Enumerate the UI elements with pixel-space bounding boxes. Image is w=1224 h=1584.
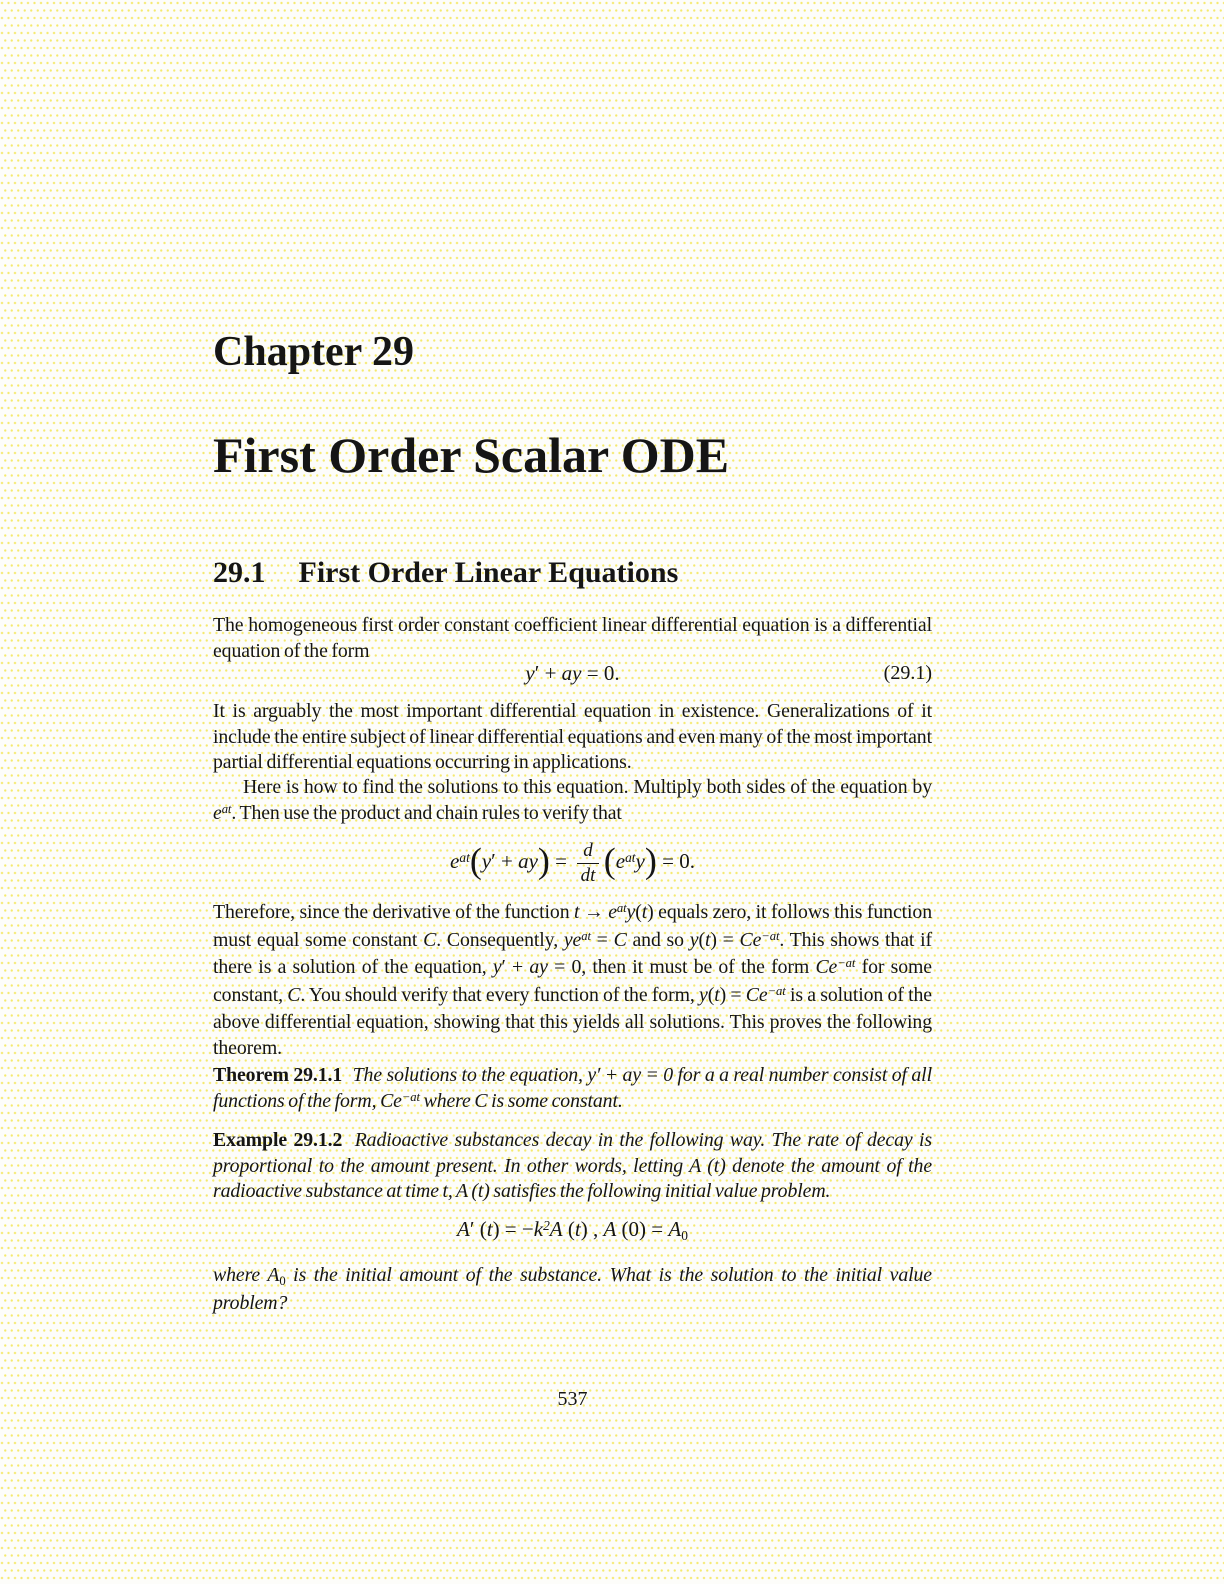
example-29-1-2: Example 29.1.2 Radioactive substances decay in the following way. The rate of decay is proportional to the amount present. In other words, letting A (t) denote the amount of the radioactive substance at time t, A (t) satisfies the following initial value problem. — [213, 1129, 932, 1202]
page-number: 537 — [557, 1388, 588, 1410]
paragraph-derivation: Therefore, since the derivative of the function $t \to e^{at}y(t)$ equals zero, it follows this function must equal some constant C. Consequently, $ye^{at} = C$ and so $y(t) = Ce^{-at}$. This shows that if there is a solution of the equation, y′ + ay = 0, then it must be of the form $Ce^{-at}$ for some constant, C. You should verify that every function of the form, $y(t) = Ce^{-at}$ is a solution of the above differential equation, showing that this yields all solutions. This proves the following theorem. — [213, 901, 932, 1059]
chapter-label: Chapter 29 — [213, 329, 415, 375]
theorem-29-1-1: Theorem 29.1.1 The solutions to the equation, y′ + ay = 0 for a a real number consist of all functions of the form, $Ce^{-at}$ where C is some constant. — [213, 1064, 932, 1112]
equation-tag: (29.1) — [883, 662, 932, 684]
paragraph-method: Here is how to find the solutions to this equation. Multiply both sides of the equation by $e^{at}$. Then use the product and chain rules to verify that — [213, 776, 932, 824]
paragraph-importance: It is arguably the most important differential equation in existence. Generalizations of it include the entire subject of linear differential equations and even many of the most important partial differential equations occurring in applications. — [213, 700, 932, 773]
display-equation-product-rule: $e^{at}(y' + ay)$ = $\frac{d}{dt}$ $(e^{at}y) = 0$. — [450, 839, 695, 886]
display-equation-ivp: A′ $(t) = -k^2A$ (t) , A (0) = A0 — [457, 1217, 688, 1243]
section-title: First Order Linear Equations — [298, 556, 679, 589]
equation-body: y′ + ay = 0. — [525, 661, 620, 685]
section-number: 29.1 — [213, 556, 266, 589]
display-equation-29-1 — [213, 660, 932, 687]
chapter-title: First Order Scalar ODE — [213, 427, 730, 483]
paragraph-intro: The homogeneous first order constant coefficient linear differential equation is a differential equation of the form — [213, 614, 932, 662]
paragraph-question: where A0 is the initial amount of the substance. What is the solution to the initial value problem? — [213, 1264, 932, 1314]
section-heading — [213, 558, 932, 588]
